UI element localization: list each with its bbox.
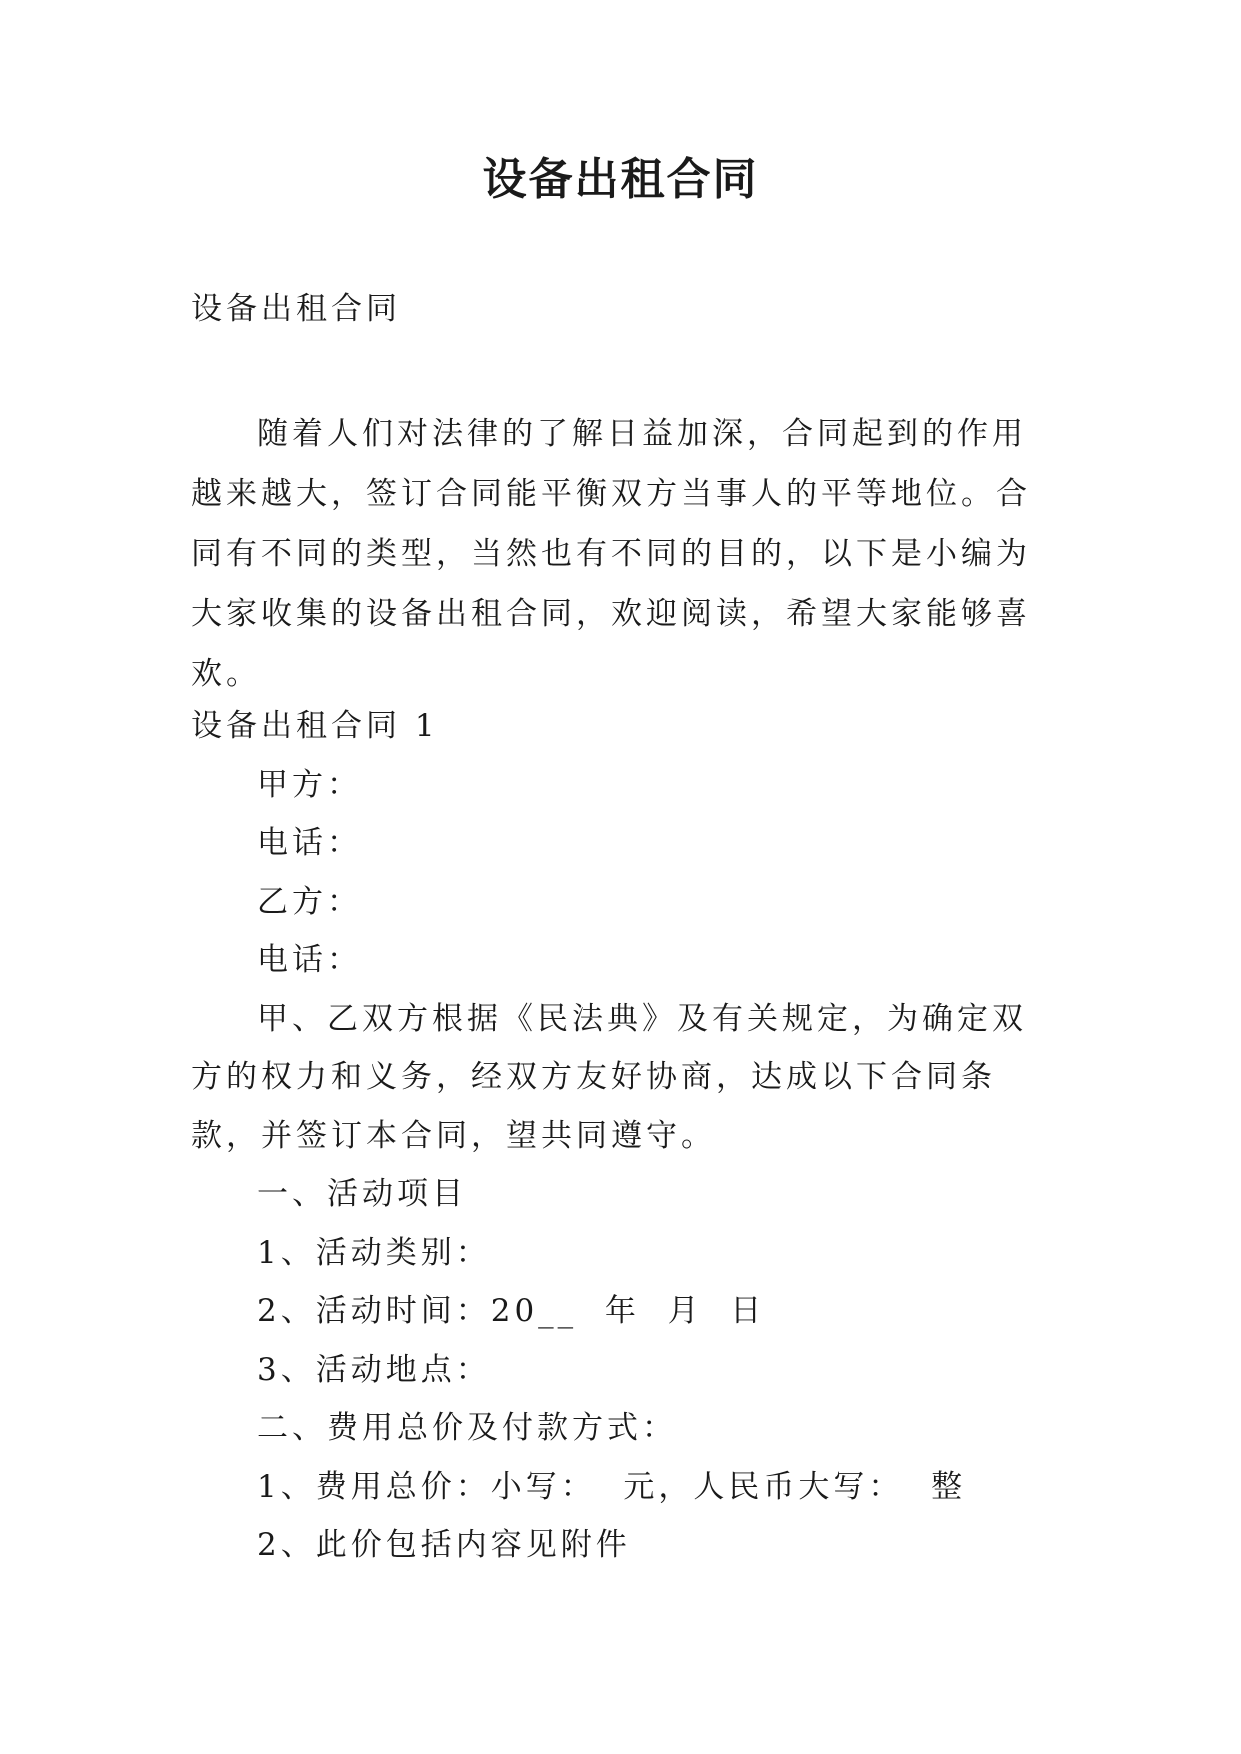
document-subtitle: 设备出租合同 [191,291,401,327]
contract-1-section [191,697,1051,1575]
phone-b-line: 电话： [257,942,362,978]
price-includes-line: 2、此价包括内容见附件 [257,1527,631,1563]
intro-paragraph: 随着人们对法律的了解日益加深，合同起到的作用越来越大，签订合同能平衡双方当事人的平等地位。合同有不同的类型，当然也有不同的目的，以下是小编为大家收集的设备出租合同，欢迎阅读，希望大家能够喜欢。 [191,416,1031,692]
phone-a-line: 电话： [257,825,362,861]
document-title: 设备出租合同 [482,154,759,205]
activity-type-line: 1、活动类别： [257,1234,491,1271]
activity-location-line: 3、活动地点： [257,1351,491,1388]
preamble-paragraph: 甲、乙双方根据《民法典》及有关规定，为确定双方的权力和义务，经双方友好协商，达成以下合同条款，并签订本合同，望共同遵守。 [191,1000,1027,1154]
activity-time-line: 2、活动时间：20__ 年 月 日 [257,1293,766,1329]
party-b-line: 乙方： [257,883,362,920]
section-2-title: 二、费用总价及付款方式： [257,1410,677,1446]
contract-1-heading: 设备出租合同 1 [191,708,439,744]
party-a-line: 甲方： [257,766,362,803]
total-price-line: 1、费用总价：小写： 元，人民币大写： 整 [257,1468,967,1505]
section-1-title: 一、活动项目 [257,1176,467,1212]
